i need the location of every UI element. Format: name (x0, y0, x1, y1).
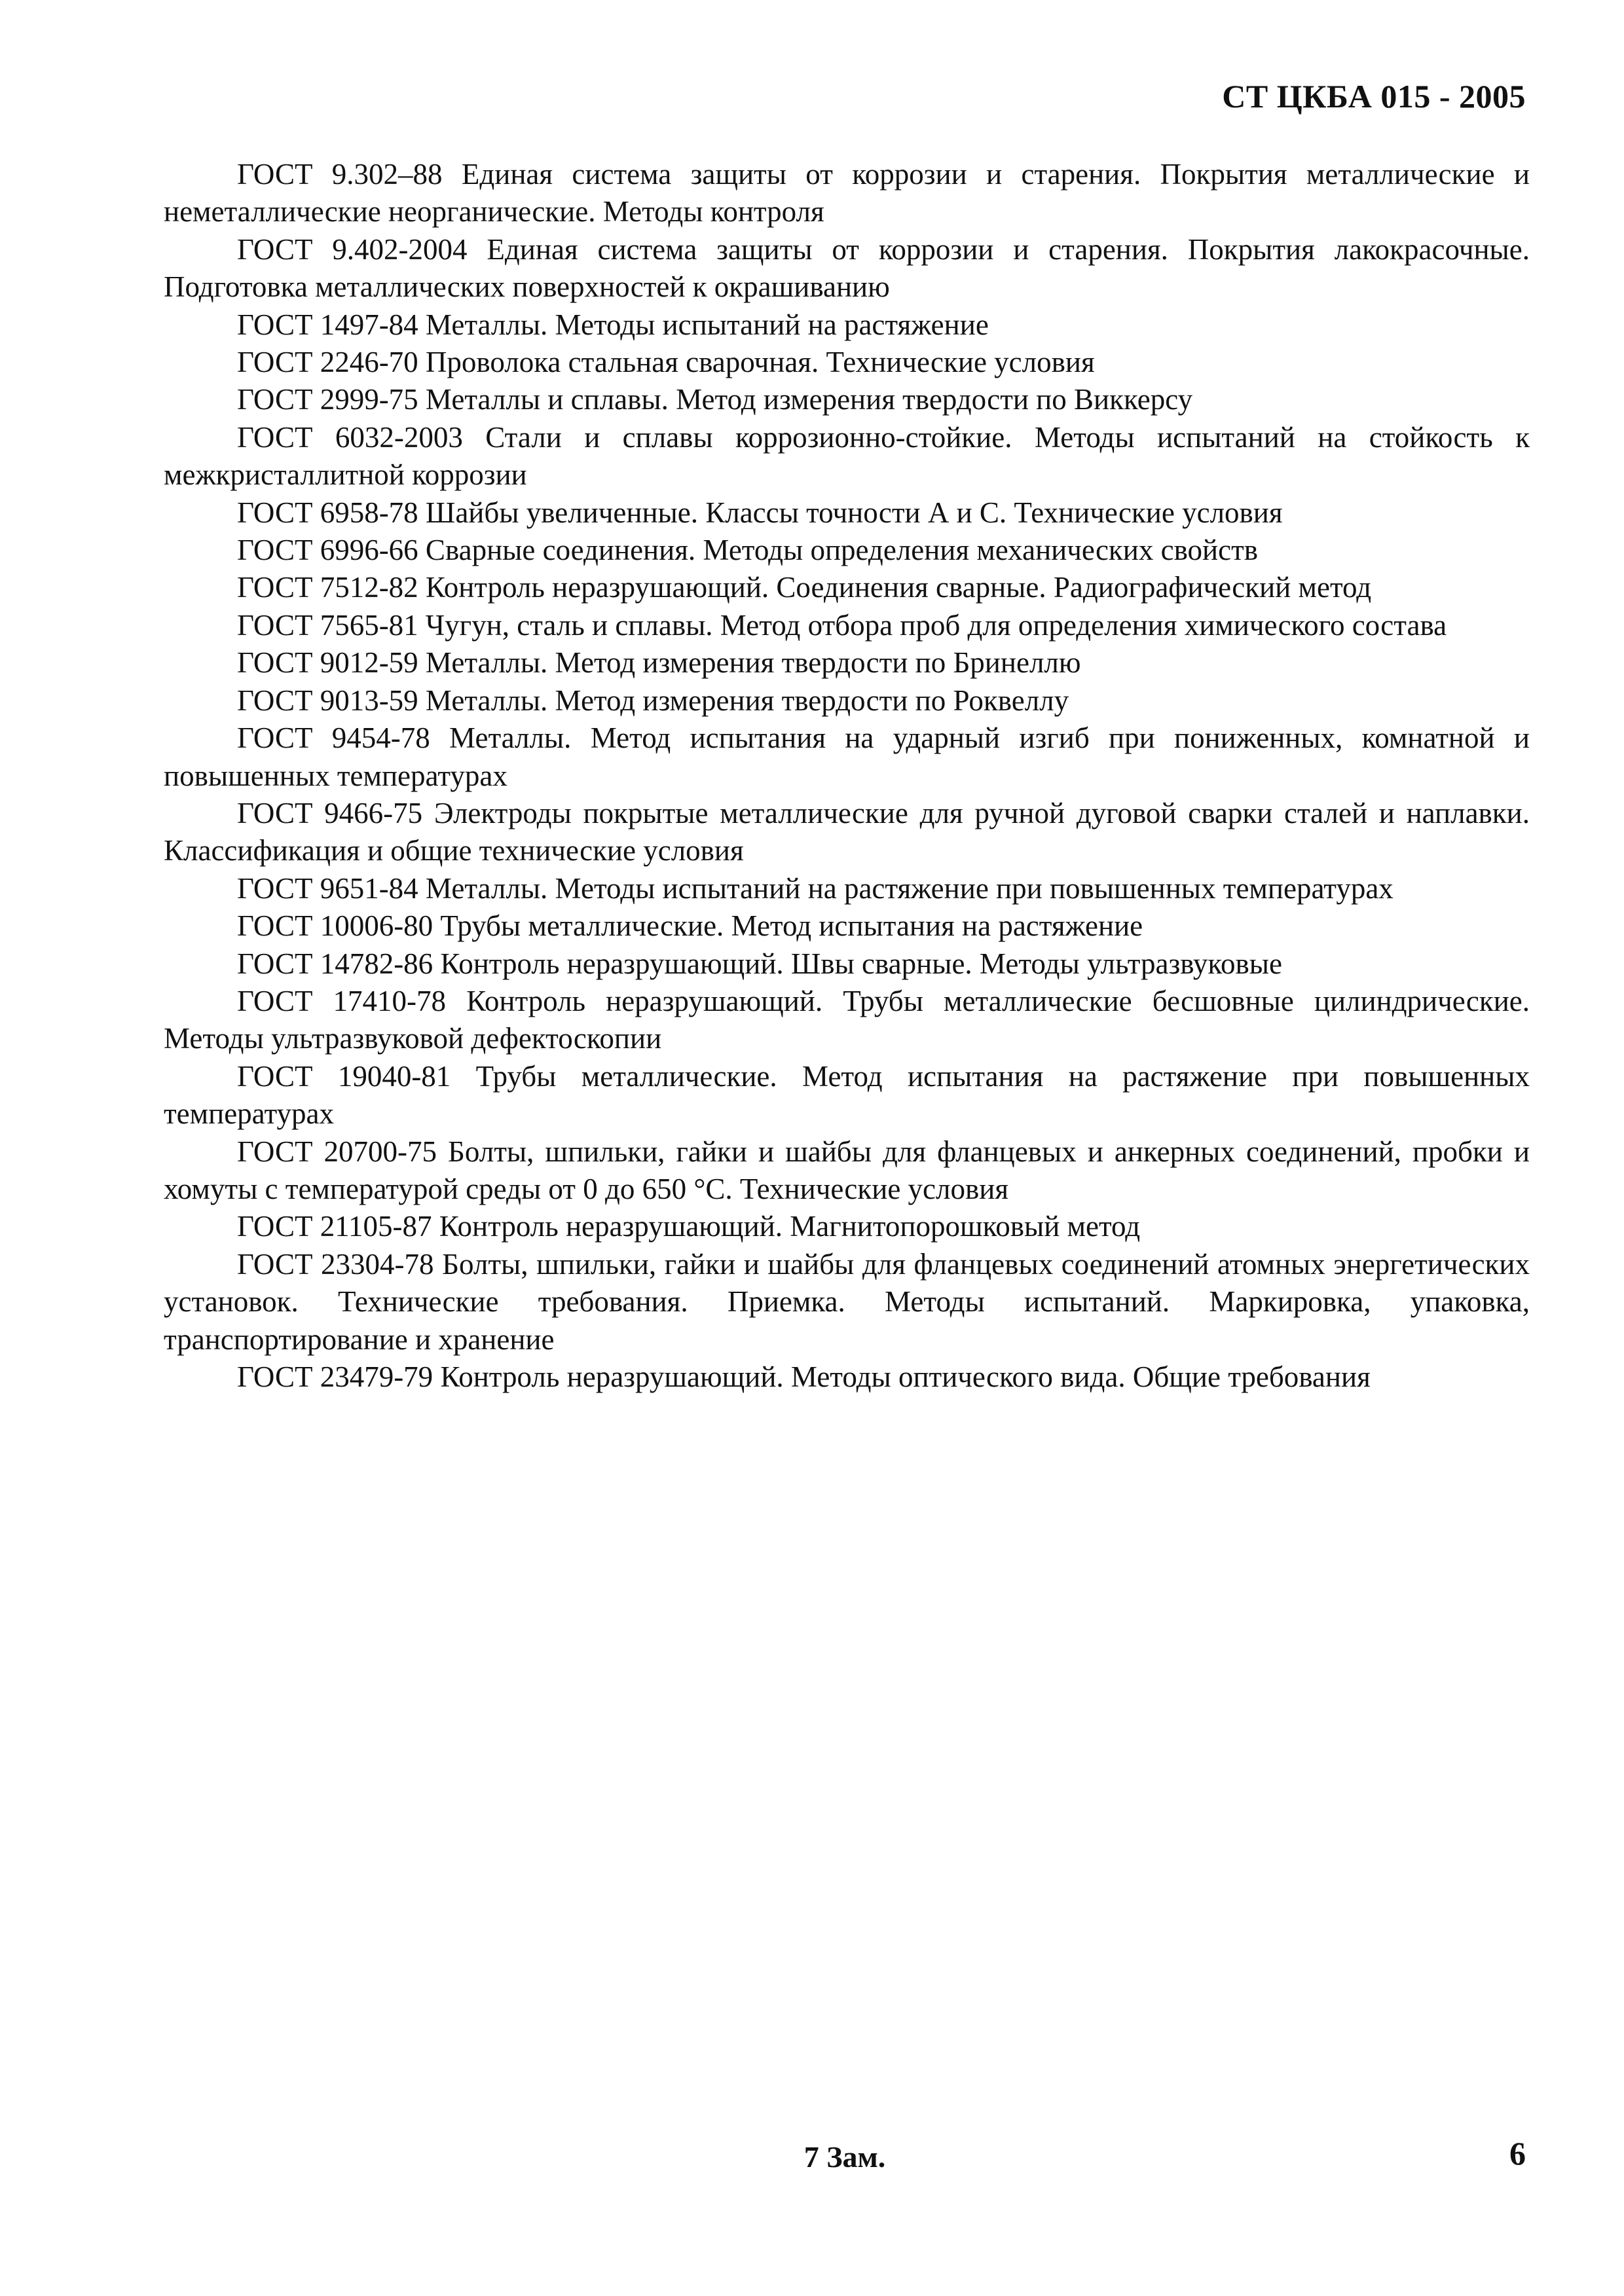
revision-note: 7 Зам. (803, 2140, 886, 2174)
normative-references-list (164, 156, 1530, 1396)
reference-entry: ГОСТ 7565-81 Чугун, сталь и сплавы. Метод отбора проб для определения химического состава (237, 608, 1447, 642)
reference-entry: ГОСТ 6032-2003 Стали и сплавы коррозионно-стойкие. Методы испытаний на стойкость к межкристаллитной коррозии (164, 420, 1530, 492)
reference-entry: ГОСТ 14782-86 Контроль неразрушающий. Швы сварные. Методы ультразвуковые (237, 947, 1282, 980)
reference-entry: ГОСТ 9012-59 Металлы. Метод измерения твердости по Бринеллю (237, 646, 1081, 680)
reference-entry: ГОСТ 9466-75 Электроды покрытые металлические для ручной дуговой сварки сталей и наплавки. Классификация и общие технические условия (164, 796, 1530, 867)
reference-entry: ГОСТ 9.302–88 Единая система защиты от коррозии и старения. Покрытия металлические и неметаллические неорганические. Методы контроля (164, 158, 1530, 228)
reference-entry: ГОСТ 19040-81 Трубы металлические. Метод испытания на растяжение при повышенных температурах (164, 1059, 1530, 1131)
reference-entry: ГОСТ 6958-78 Шайбы увеличенные. Классы точности А и С. Технические условия (237, 496, 1283, 529)
reference-entry: ГОСТ 9013-59 Металлы. Метод измерения твердости по Роквеллу (237, 683, 1069, 717)
reference-entry: ГОСТ 20700-75 Болты, шпильки, гайки и шайбы для фланцевых и анкерных соединений, пробки и хомуты с температурой среды от 0 до 650 °С. Технические условия (164, 1135, 1530, 1205)
reference-entry: ГОСТ 10006-80 Трубы металлические. Метод испытания на растяжение (237, 909, 1143, 943)
reference-entry: ГОСТ 9.402-2004 Единая система защиты от коррозии и старения. Покрытия лакокрасочные. Подготовка металлических поверхностей к окрашиванию (164, 232, 1530, 304)
reference-entry: ГОСТ 1497-84 Металлы. Методы испытаний на растяжение (237, 308, 989, 341)
reference-entry: ГОСТ 2999-75 Металлы и сплавы. Метод измерения твердости по Виккерсу (237, 383, 1193, 416)
reference-entry: ГОСТ 23479-79 Контроль неразрушающий. Методы оптического вида. Общие требования (237, 1360, 1371, 1393)
reference-entry: ГОСТ 2246-70 Проволока стальная сварочная. Технические условия (237, 346, 1095, 379)
reference-entry: ГОСТ 21105-87 Контроль неразрушающий. Магнитопорошковый метод (237, 1210, 1141, 1243)
reference-entry: ГОСТ 7512-82 Контроль неразрушающий. Соединения сварные. Радиографический метод (237, 571, 1372, 604)
reference-entry: ГОСТ 9651-84 Металлы. Методы испытаний на растяжение при повышенных температурах (237, 871, 1393, 905)
reference-entry: ГОСТ 9454-78 Металлы. Метод испытания на ударный изгиб при пониженных, комнатной и повышенных температурах (164, 721, 1530, 792)
page-number: 6 (1509, 2135, 1526, 2172)
reference-entry: ГОСТ 6996-66 Сварные соединения. Методы определения механических свойств (237, 534, 1259, 567)
reference-entry: ГОСТ 23304-78 Болты, шпильки, гайки и шайбы для фланцевых соединений атомных энергетических установок. Технические требования. Приемка. Методы испытаний. Маркировка, упаковка, транспортирование и хранение (164, 1247, 1530, 1356)
reference-entry: ГОСТ 17410-78 Контроль неразрушающий. Трубы металлические бесшовные цилиндрические. Методы ультразвуковой дефектоскопии (164, 984, 1530, 1055)
document-code-header: СТ ЦКБА 015 - 2005 (1222, 78, 1526, 115)
